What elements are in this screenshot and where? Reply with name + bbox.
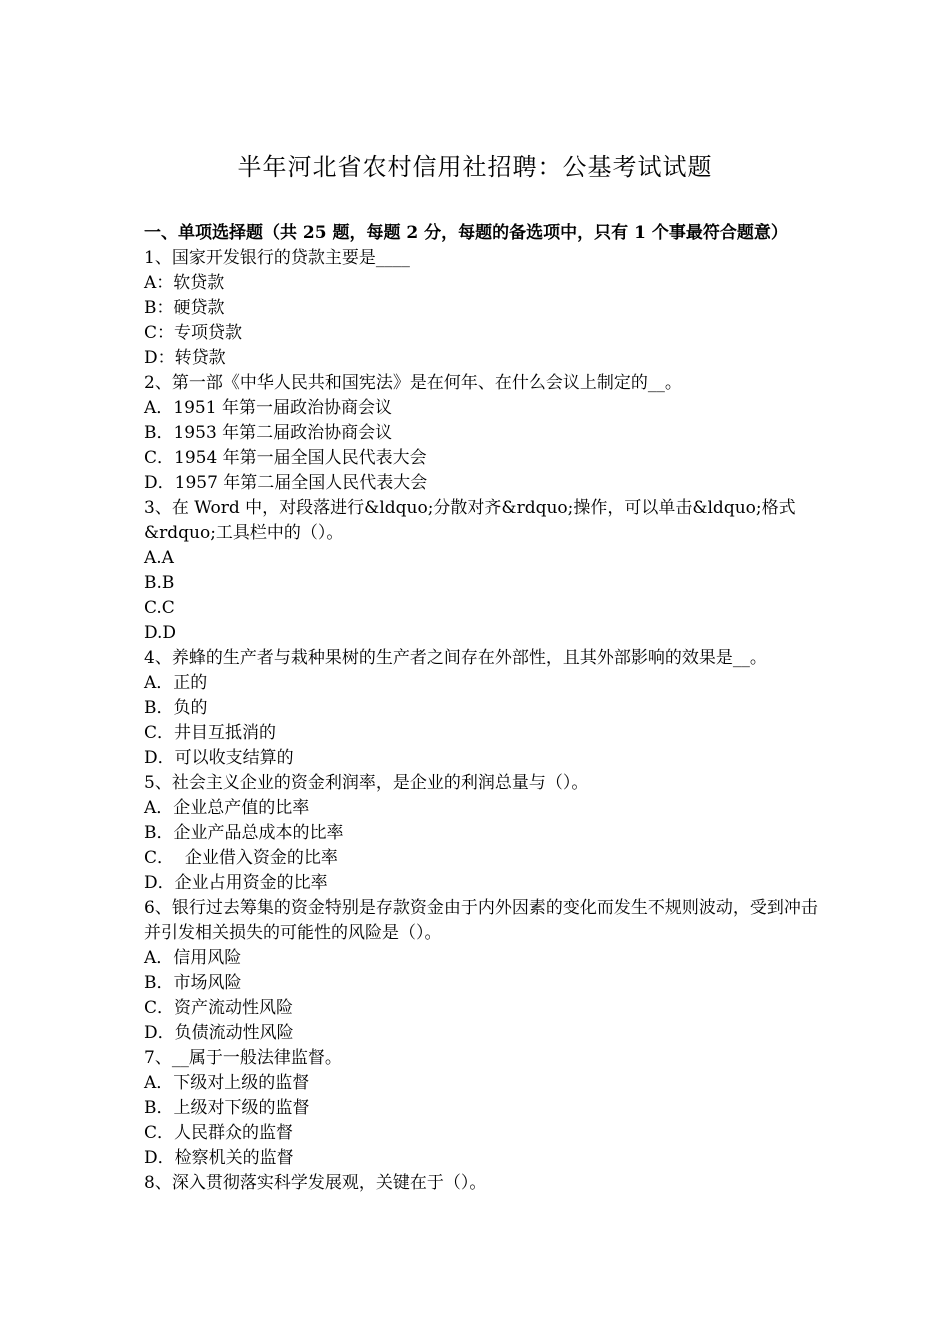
answer-option: A．信用风险 — [144, 948, 242, 968]
answer-option: A：软贷款 — [144, 273, 225, 293]
question-stem: 8、深入贯彻落实科学发展观，关键在于（）。 — [144, 1173, 487, 1193]
answer-option: C．资产流动性风险 — [144, 998, 294, 1018]
question-stem: 7、__属于一般法律监督。 — [144, 1048, 342, 1068]
question-stem: 1、国家开发银行的贷款主要是____ — [144, 248, 410, 268]
answer-option: C．人民群众的监督 — [144, 1123, 294, 1143]
answer-option: C．1954 年第一届全国人民代表大会 — [144, 448, 427, 468]
answer-option: D：转贷款 — [144, 348, 226, 368]
question-1 — [144, 246, 824, 371]
answer-option: D．1957 年第二届全国人民代表大会 — [144, 473, 428, 493]
question-7 — [144, 1046, 824, 1171]
answer-option: A．1951 年第一届政治协商会议 — [144, 398, 392, 418]
answer-option: C：专项贷款 — [144, 323, 243, 343]
answer-option: B．企业产品总成本的比率 — [144, 823, 344, 843]
answer-option: B．1953 年第二届政治协商会议 — [144, 423, 393, 443]
question-2 — [144, 371, 824, 496]
answer-option: A．企业总产值的比率 — [144, 798, 310, 818]
document-title: 半年河北省农村信用社招聘：公基考试试题 — [237, 153, 713, 181]
answer-option: C． 企业借入资金的比率 — [144, 848, 338, 868]
answer-option: D．企业占用资金的比率 — [144, 873, 328, 893]
answer-option: A.A — [144, 548, 174, 568]
question-8 — [144, 1171, 824, 1196]
question-stem: 3、在 Word 中，对段落进行&ldquo;分散对齐&rdquo;操作，可以单击&ldquo;格式&rdquo;工具栏中的（）。 — [144, 498, 796, 543]
question-stem: 2、第一部《中华人民共和国宪法》是在何年、在什么会议上制定的__。 — [144, 373, 682, 393]
document-body — [144, 221, 824, 1196]
answer-option: A．正的 — [144, 673, 208, 693]
answer-option: B．负的 — [144, 698, 208, 718]
question-stem: 6、银行过去筹集的资金特别是存款资金由于内外因素的变化而发生不规则波动，受到冲击并引发相关损失的可能性的风险是（）。 — [144, 898, 818, 943]
section-heading: 一、单项选择题（共 25 题，每题 2 分，每题的备选项中，只有 1 个事最符合题意） — [144, 223, 788, 243]
question-stem: 4、养蜂的生产者与栽种果树的生产者之间存在外部性，且其外部影响的效果是__。 — [144, 648, 767, 668]
answer-option: D．检察机关的监督 — [144, 1148, 294, 1168]
answer-option: D.D — [144, 623, 177, 643]
answer-option: B．市场风险 — [144, 973, 242, 993]
question-stem: 5、社会主义企业的资金利润率，是企业的利润总量与（）。 — [144, 773, 589, 793]
answer-option: A．下级对上级的监督 — [144, 1073, 310, 1093]
answer-option: B.B — [144, 573, 175, 593]
question-4 — [144, 646, 824, 771]
question-5 — [144, 771, 824, 896]
answer-option: B：硬贷款 — [144, 298, 225, 318]
question-6 — [144, 896, 824, 1046]
answer-option: C．井目互抵消的 — [144, 723, 277, 743]
answer-option: D．负债流动性风险 — [144, 1023, 294, 1043]
question-3 — [144, 496, 824, 646]
answer-option: D．可以收支结算的 — [144, 748, 294, 768]
answer-option: B．上级对下级的监督 — [144, 1098, 310, 1118]
answer-option: C.C — [144, 598, 175, 618]
